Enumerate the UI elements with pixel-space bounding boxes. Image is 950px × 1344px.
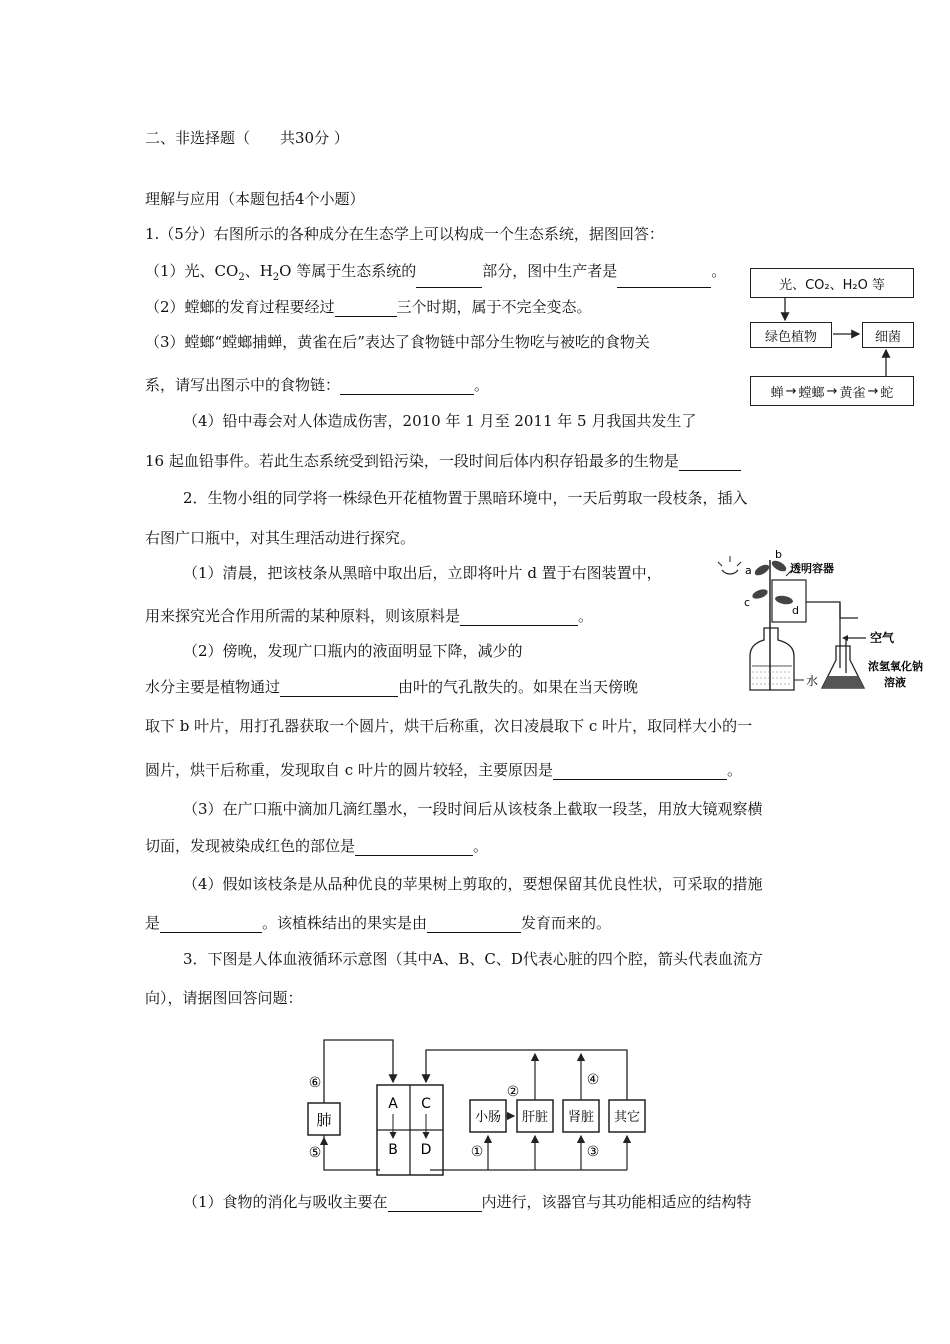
- label-2: ②: [506, 1084, 520, 1100]
- label-1: ①: [470, 1144, 484, 1160]
- q1-part3b: 系，请写出图示中的食物链： 。: [145, 376, 490, 394]
- water-label: 水: [806, 674, 819, 688]
- q1-stem: 1.（5分）右图所示的各种成分在生态学上可以构成一个生态系统，据图回答：: [145, 225, 664, 243]
- q1-part1: （1）光、$CO_2$、$H_2O$ 等属于生态系统的 部分，图中生产者是 。: [145, 261, 726, 288]
- answer-blank[interactable]: [355, 839, 473, 856]
- section-title: 二、非选择题（ 共30分 ）: [145, 129, 349, 147]
- label-5: ⑤: [308, 1145, 322, 1161]
- answer-blank[interactable]: [679, 454, 741, 471]
- food-chain-box: 蝉 → 螳螂 → 黄雀 → 蛇: [750, 376, 914, 406]
- q1-part2: （2）螳螂的发育过程要经过 三个时期，属于不完全变态。: [145, 298, 592, 316]
- chamber-b: B: [388, 1142, 398, 1158]
- q2-stem-1: 2．生物小组的同学将一株绿色开花植物置于黑暗环境中，一天后剪取一段枝条，插入: [183, 489, 748, 507]
- q2-part3b: 切面，发现被染成红色的部位是 。: [145, 837, 489, 855]
- plant-box: 绿色植物: [750, 322, 832, 348]
- other-label: 其它: [613, 1110, 641, 1125]
- circulation-arrows: [295, 1030, 655, 1180]
- chamber-c: C: [421, 1096, 431, 1112]
- q1-part3a: （3）螳螂“螳螂捕蝉，黄雀在后”表达了食物链中部分生物吃与被吃的食物关: [145, 333, 650, 351]
- label-3: ③: [586, 1144, 600, 1160]
- answer-blank[interactable]: [427, 916, 521, 933]
- answer-blank[interactable]: [460, 609, 578, 626]
- label-d: d: [792, 604, 799, 617]
- leaf-d: [774, 594, 793, 605]
- plant-apparatus-diagram: [708, 548, 933, 700]
- naoh-label-2: 溶液: [884, 676, 906, 689]
- answer-blank[interactable]: [388, 1195, 482, 1212]
- sun-icon: [718, 556, 741, 574]
- answer-blank[interactable]: [160, 916, 262, 933]
- answer-blank[interactable]: [617, 271, 711, 288]
- q2-part1b: 用来探究光合作用所需的某种原料，则该原料是 。: [145, 607, 594, 625]
- answer-blank[interactable]: [553, 763, 727, 780]
- subsection-title: 理解与应用（本题包括4个小题）: [145, 190, 365, 208]
- label-a: a: [745, 564, 752, 577]
- q1-part4b: 16 起血铅事件。若此生态系统受到铅污染，一段时间后体内积存铅最多的生物是: [145, 451, 741, 471]
- q2-part2a: （2）傍晚，发现广口瓶内的液面明显下降，减少的: [183, 642, 523, 660]
- q2-part2d: 取下 b 叶片，用打孔器获取一个圆片，烘干后称重，次日凌晨取下 c 叶片，取同样大小的一: [145, 717, 753, 735]
- q2-part4a: （4）假如该枝条是从品种优良的苹果树上剪取的，要想保留其优良性状，可采取的措施: [183, 875, 763, 893]
- naoh-solution: [822, 676, 864, 688]
- abiotic-box: 光、CO₂、H₂O 等: [750, 268, 914, 298]
- connecting-tube: [806, 602, 858, 618]
- wide-mouth-bottle: [750, 628, 794, 690]
- label-b: b: [775, 548, 782, 561]
- liver-label: 肝脏: [521, 1110, 549, 1125]
- label-6: ⑥: [308, 1075, 322, 1091]
- label-4: ④: [586, 1072, 600, 1088]
- q3-stem-2: 向），请据图回答问题：: [145, 989, 303, 1007]
- kidney-label: 肾脏: [567, 1110, 595, 1125]
- q3-part1: （1）食物的消化与吸收主要在 内进行，该器官与其功能相适应的结构特: [183, 1193, 752, 1211]
- q1-part4a: （4）铅中毒会对人体造成伤害，2010 年 1 月至 2011 年 5 月我国共发生了: [183, 412, 697, 430]
- answer-blank[interactable]: [335, 300, 397, 317]
- answer-blank[interactable]: [340, 378, 474, 395]
- q2-part3a: （3）在广口瓶中滴加几滴红墨水，一段时间后从该枝条上截取一段茎，用放大镜观察横: [183, 800, 763, 818]
- q2-part2b: 水分主要是植物通过 由叶的气孔散失的。如果在当天傍晚: [145, 678, 639, 696]
- naoh-label-1: 浓氢氧化钠: [868, 660, 923, 673]
- air-label: 空气: [870, 631, 895, 645]
- q2-part4b: 是 。该植株结出的果实是由 发育而来的。: [145, 914, 612, 932]
- q2-stem-2: 右图广口瓶中，对其生理活动进行探究。: [145, 529, 416, 547]
- lung-label: 肺: [316, 1111, 332, 1129]
- chamber-a: A: [388, 1096, 398, 1112]
- ecosystem-arrows: [745, 294, 920, 380]
- q2-part2e: 圆片，烘干后称重，发现取自 c 叶片的圆片较轻，主要原因是 。: [145, 761, 742, 779]
- container-label: 透明容器: [790, 562, 834, 575]
- chamber-d: D: [420, 1142, 432, 1158]
- leaf-a: [753, 563, 771, 578]
- q2-part1a: （1）清晨，把该枝条从黑暗中取出后，立即将叶片 d 置于右图装置中，: [183, 564, 662, 582]
- label-c: c: [744, 596, 751, 609]
- bacteria-box: 细菌: [862, 322, 914, 348]
- answer-blank[interactable]: [416, 271, 482, 288]
- q3-stem-1: 3．下图是人体血液循环示意图（其中A、B、C、D代表心脏的四个腔，箭头代表血流方: [183, 950, 763, 968]
- answer-blank[interactable]: [280, 680, 398, 697]
- intestine-label: 小肠: [474, 1110, 502, 1125]
- leaf-c: [751, 588, 769, 601]
